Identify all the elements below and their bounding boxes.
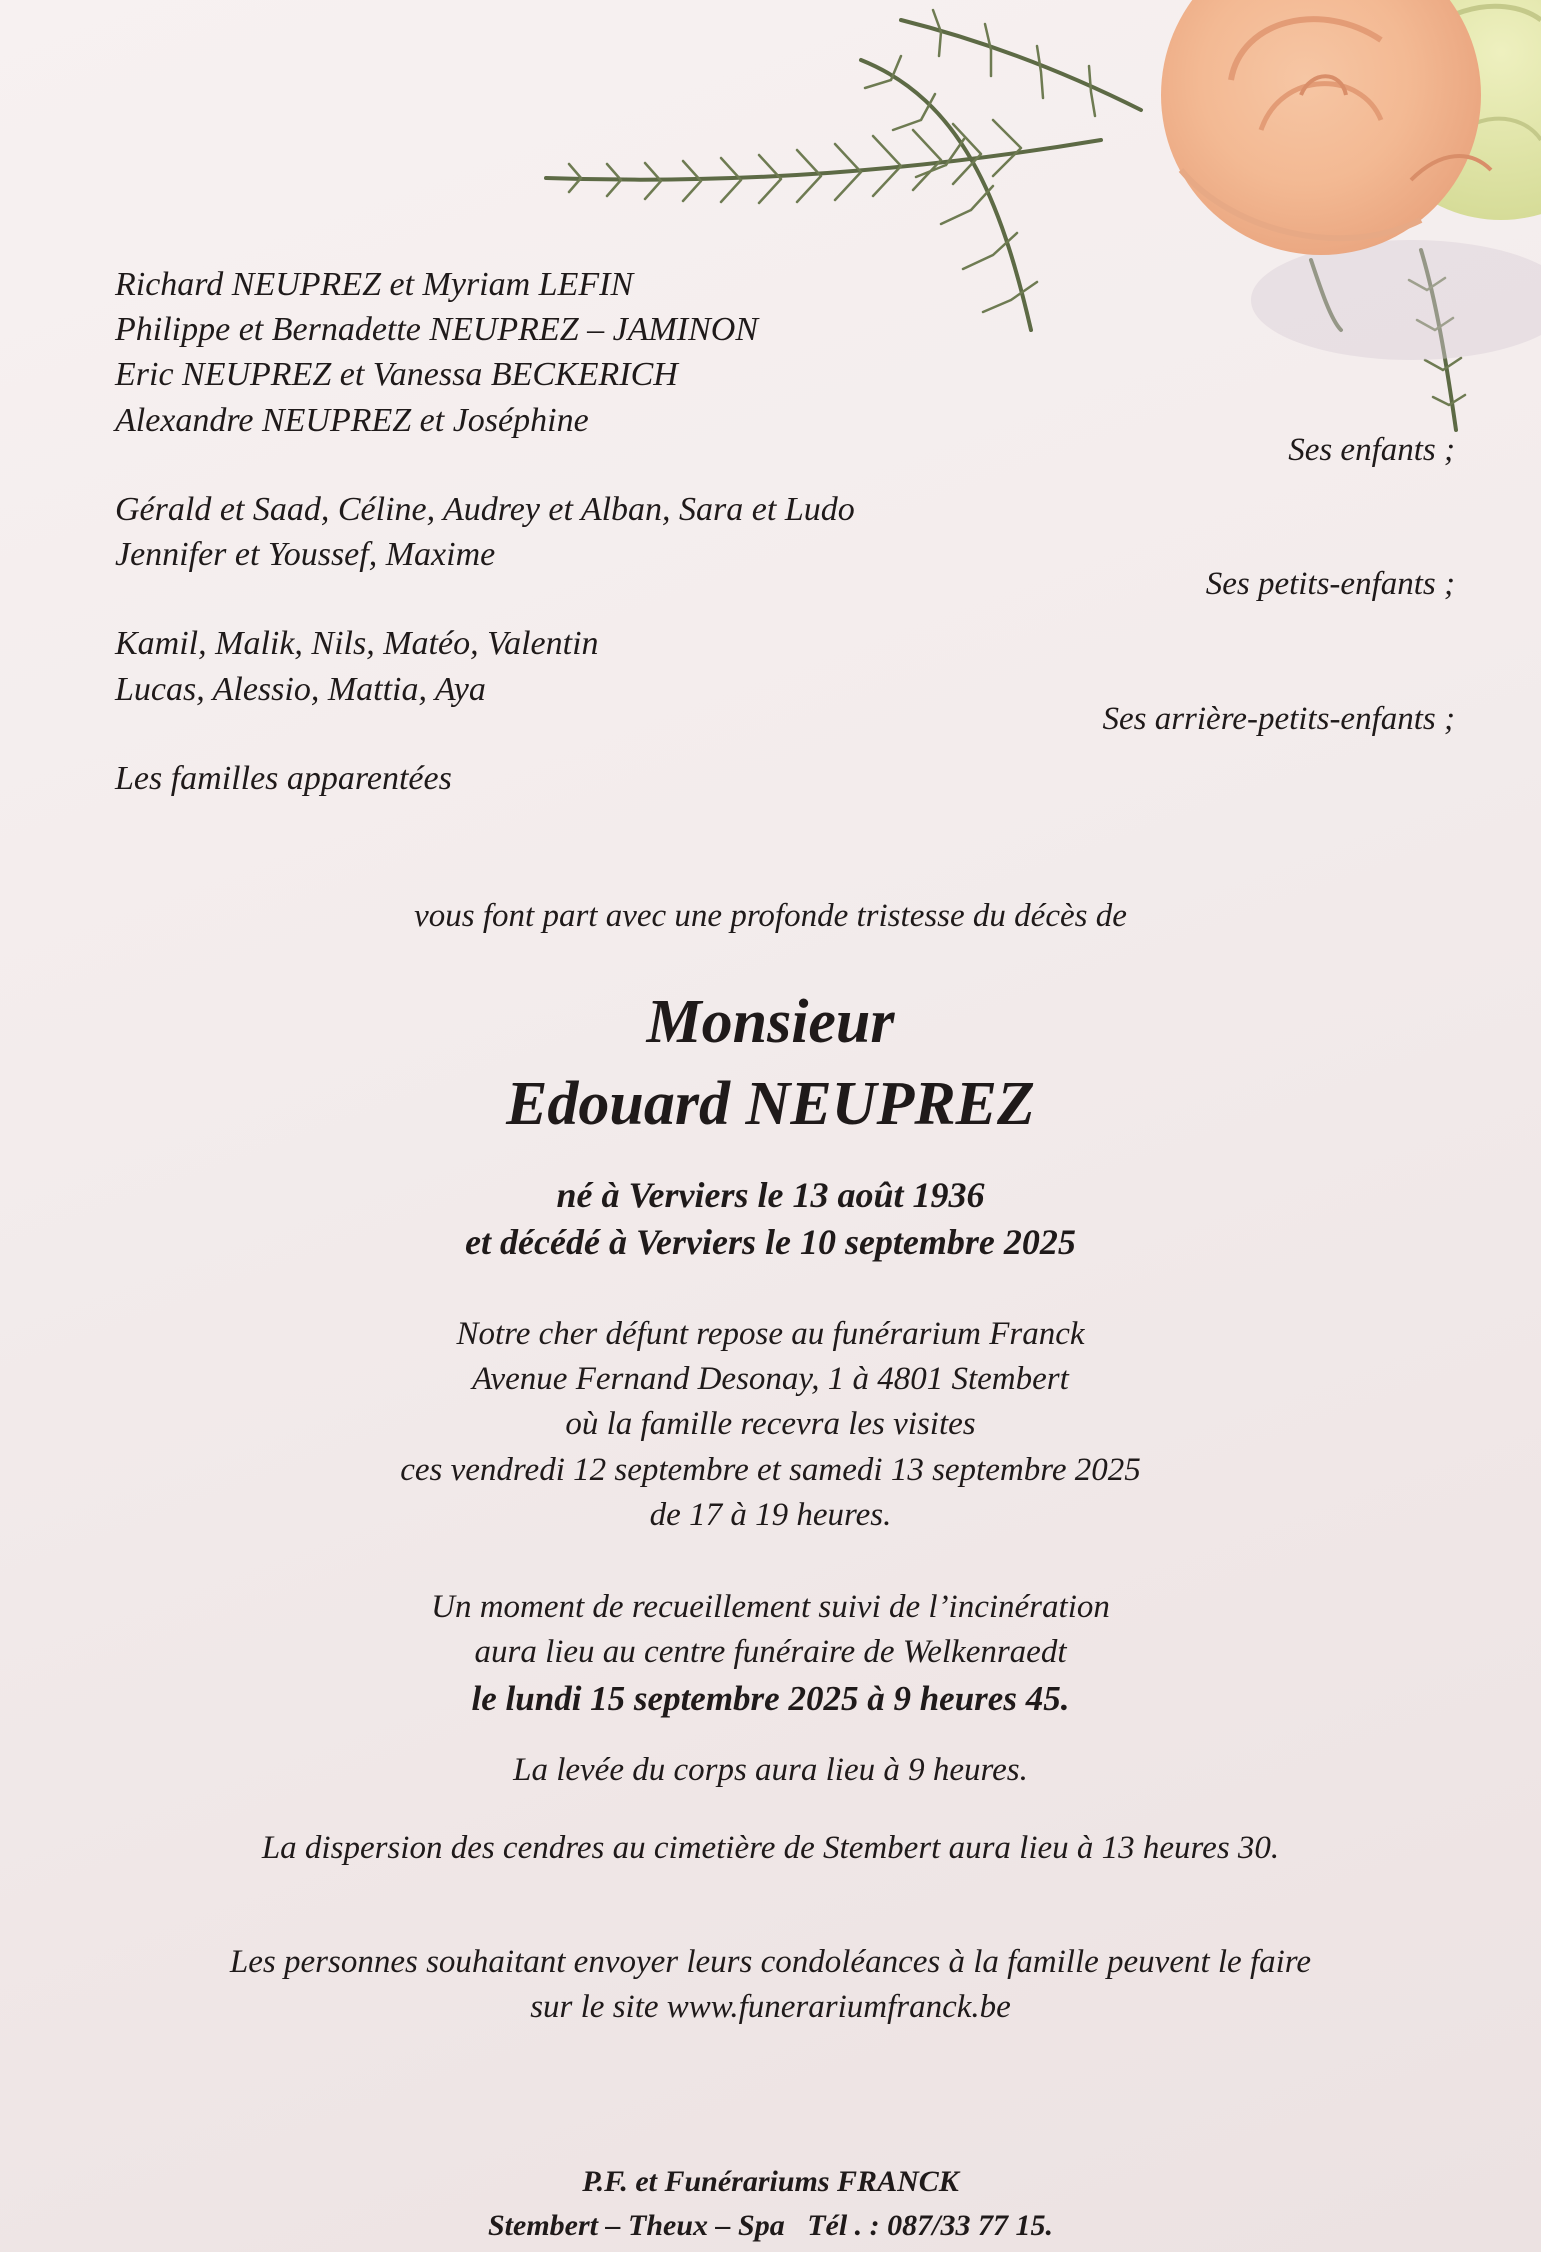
life-dates: [0, 1172, 1541, 1266]
visitation-line: de 17 à 19 heures.: [649, 1496, 892, 1533]
deceased-name: Edouard NEUPREZ: [506, 1069, 1035, 1138]
family-line: Alexandre NEUPREZ et Joséphine: [115, 401, 589, 439]
levee-text: La levée du corps aura lieu à 9 heures.: [513, 1752, 1028, 1788]
family-group-children: [115, 262, 1455, 468]
funeral-home-contact: Stembert – Theux – Spa Tél . : 087/33 77 15.: [488, 2208, 1053, 2242]
visitation-line: Avenue Fernand Desonay, 1 à 4801 Stembert: [472, 1361, 1069, 1398]
visitation-line: Notre cher défunt repose au funérarium Franck: [456, 1316, 1085, 1352]
condolences-website: sur le site www.funerariumfranck.be: [530, 1989, 1011, 2026]
visitation-line: où la famille recevra les visites: [565, 1406, 976, 1443]
family-line: Eric NEUPREZ et Vanessa BECKERICH: [115, 356, 678, 394]
ceremony-info: [0, 1585, 1541, 1723]
visitation-line: ces vendredi 12 septembre et samedi 13 septembre 2025: [400, 1451, 1141, 1488]
family-line: Lucas, Alessio, Mattia, Aya: [115, 670, 486, 708]
relation-label: Ses petits-enfants ;: [1205, 566, 1455, 603]
family-line: Richard NEUPREZ et Myriam LEFIN: [115, 266, 634, 303]
deceased-title: Monsieur: [646, 988, 895, 1056]
relation-label: Ses enfants ;: [1288, 432, 1455, 468]
relation-label: Ses arrière-petits-enfants ;: [1102, 700, 1455, 737]
birth-date: né à Verviers le 13 août 1936: [556, 1175, 985, 1215]
family-group-grandchildren: [115, 487, 1455, 603]
ceremony-line: aura lieu au centre funéraire de Welkenraedt: [474, 1634, 1067, 1671]
condolences-text: [0, 1940, 1541, 2030]
death-date: et décédé à Verviers le 10 septembre 2025: [465, 1221, 1076, 1262]
family-line: Philippe et Bernadette NEUPREZ – JAMINON: [115, 311, 759, 349]
condolences-line: Les personnes souhaitant envoyer leurs condoléances à la famille peuvent le faire: [229, 1944, 1312, 1980]
family-line: Gérald et Saad, Céline, Audrey et Alban, Sara et Ludo: [115, 490, 855, 528]
ceremony-line: Un moment de recueillement suivi de l’incinération: [431, 1589, 1110, 1625]
family-group-related: [115, 756, 1455, 801]
visitation-info: [0, 1312, 1541, 1538]
funeral-home-name: P.F. et Funérariums FRANCK: [582, 2165, 959, 2198]
family-line: Jennifer et Youssef, Maxime: [115, 536, 496, 574]
family-line: Kamil, Malik, Nils, Matéo, Valentin: [115, 625, 599, 663]
ceremony-date: le lundi 15 septembre 2025 à 9 heures 45.: [471, 1679, 1070, 1719]
dispersion-text: La dispersion des cendres au cimetière de Stembert aura lieu à 13 heures 30.: [261, 1830, 1280, 1866]
family-list: [115, 262, 1455, 845]
family-line: Les familles apparentées: [115, 759, 452, 797]
funeral-home-footer: [0, 2160, 1541, 2247]
deceased-name-block: [0, 982, 1541, 1146]
family-group-great-grandchildren: [115, 621, 1455, 737]
intro-text: vous font part avec une profonde tristesse du décès de: [414, 898, 1127, 934]
